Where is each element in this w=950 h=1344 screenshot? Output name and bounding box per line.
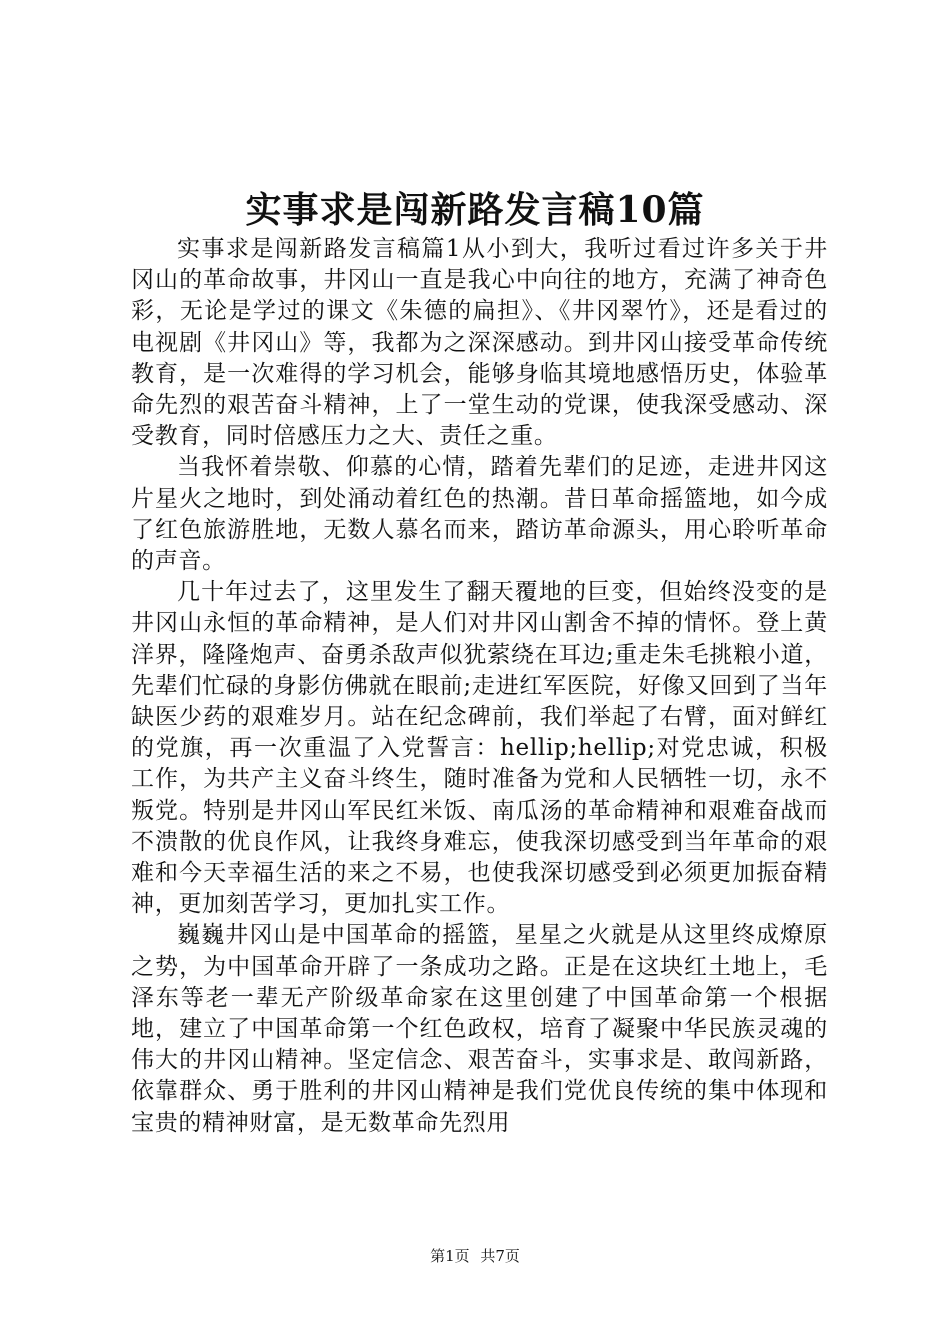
paragraph: 实事求是闯新路发言稿篇1从小到大，我听过看过许多关于井冈山的革命故事，井冈山一直是我心中向往的地方，充满了神奇色彩，无论是学过的课文《朱德的扁担》、《井冈翠竹》，还是看过的电视剧《井冈山》等，我都为之深深感动。到井冈山接受革命传统教育，是一次难得的学习机会，能够身临其境地感悟历史，体验革命先烈的艰苦奋斗精神，上了一堂生动的党课，使我深受感动、深受教育，同时倍感压力之大、责任之重。 <box>131 236 828 450</box>
document-body <box>131 234 828 1139</box>
page-total: 共7页 <box>480 1247 520 1265</box>
document-title: 实事求是闯新路发言稿10篇 <box>245 189 705 231</box>
paragraph: 当我怀着崇敬、仰慕的心情，踏着先辈们的足迹，走进井冈这片星火之地时，到处涌动着红色的热潮。昔日革命摇篮地，如今成了红色旅游胜地，无数人慕名而来，踏访革命源头，用心聆听革命的声音。 <box>131 454 828 575</box>
paragraph: 巍巍井冈山是中国革命的摇篮，星星之火就是从这里终成燎原之势，为中国革命开辟了一条成功之路。正是在这块红土地上，毛泽东等老一辈无产阶级革命家在这里创建了中国革命第一个根据地，建立了中国革命第一个红色政权，培育了凝聚中华民族灵魂的伟大的井冈山精神。坚定信念、艰苦奋斗，实事求是、敢闯新路，依靠群众、勇于胜利的井冈山精神是我们党优良传统的集中体现和宝贵的精神财富，是无数革命先烈用 <box>131 922 828 1136</box>
paragraph: 几十年过去了，这里发生了翻天覆地的巨变，但始终没变的是井冈山永恒的革命精神，是人们对井冈山割舍不掉的情怀。登上黄洋界，隆隆炮声、奋勇杀敌声似犹萦绕在耳边;重走朱毛挑粮小道，先辈们忙碌的身影仿佛就在眼前;走进红军医院，好像又回到了当年缺医少药的艰难岁月。站在纪念碑前，我们举起了右臂，面对鲜红的党旗，再一次重温了入党誓言：hellip;hellip;对党忠诚，积极工作，为共产主义奋斗终生，随时准备为党和人民牺牲一切，永不叛党。特别是井冈山军民红米饭、南瓜汤的革命精神和艰难奋战而不溃散的优良作风，让我终身难忘，使我深切感受到当年革命的艰难和今天幸福生活的来之不易，也使我深切感受到必须更加振奋精神，更加刻苦学习，更加扎实工作。 <box>131 579 828 918</box>
page-number: 第1页 <box>430 1247 470 1265</box>
page-footer <box>0 1246 950 1266</box>
